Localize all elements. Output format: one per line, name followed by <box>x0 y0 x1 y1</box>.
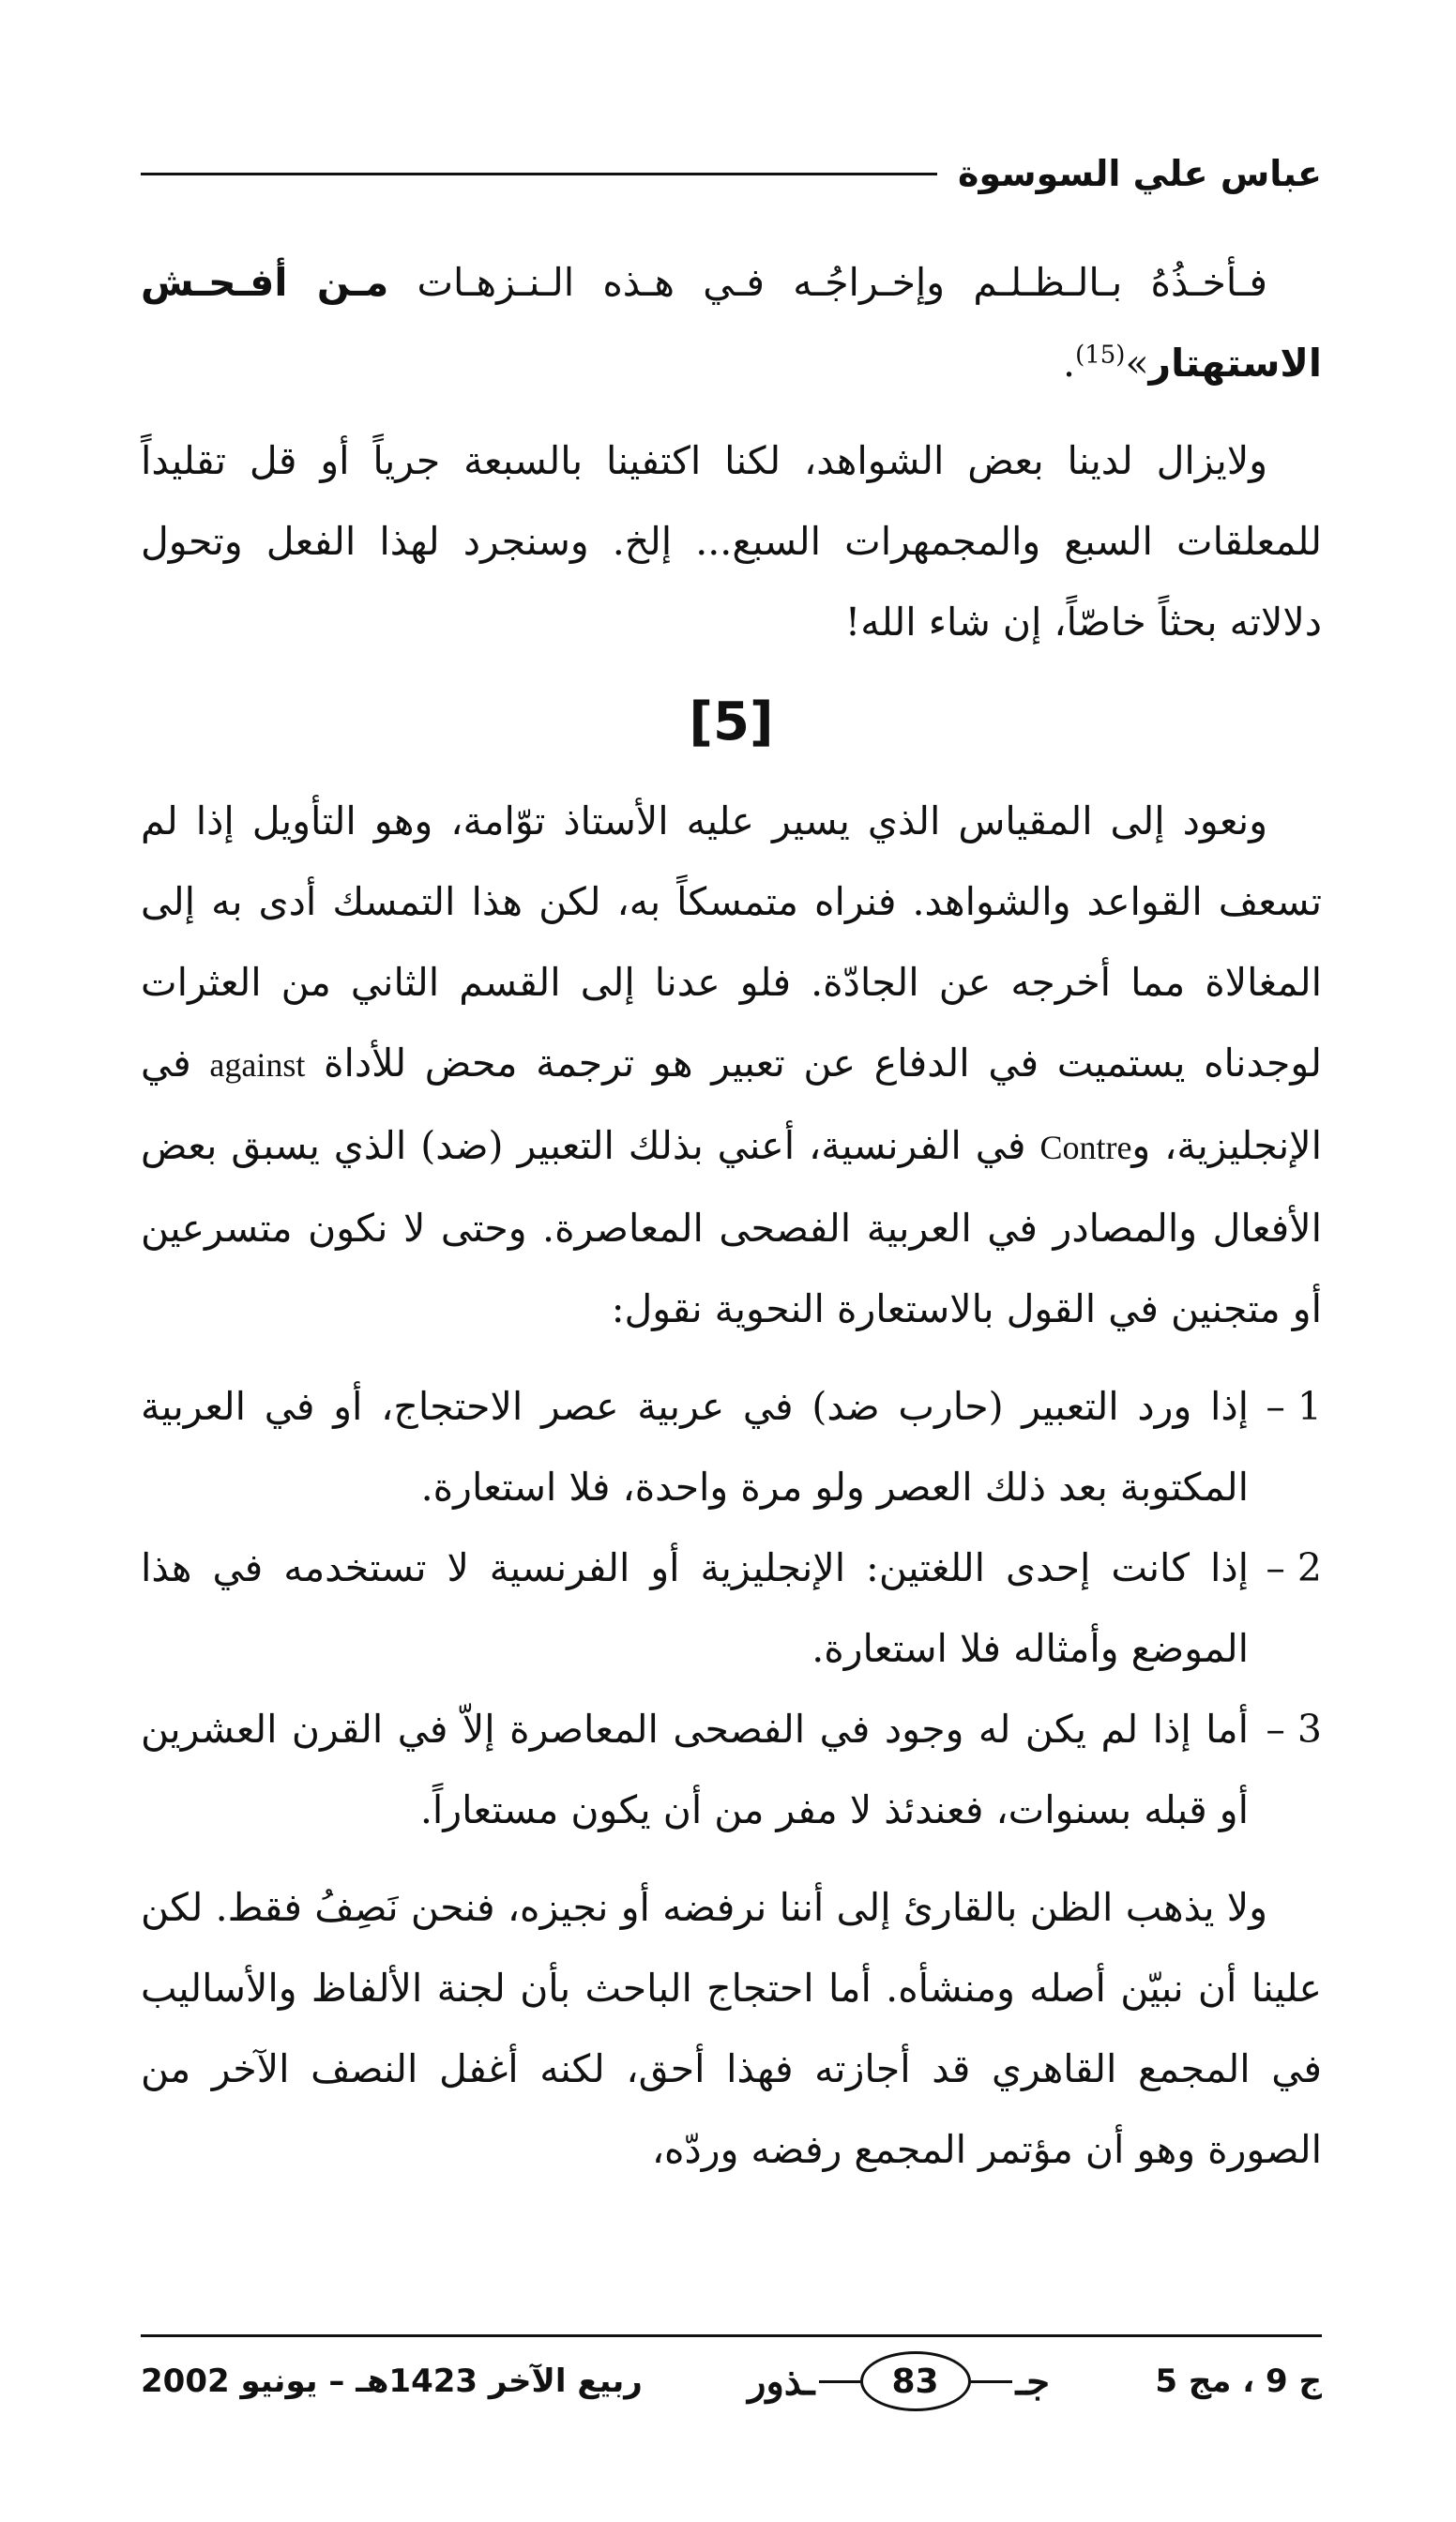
paragraph-3 <box>141 781 1322 1349</box>
footer-volume: ج 9 ، مج 5 <box>1155 2362 1322 2400</box>
page-number-badge <box>860 2351 971 2411</box>
paragraph-2: ولايزال لدينا بعض الشواهد، لكنا اكتفينا بالسبعة جرياً أو قل تقليداً للمعلقات السبع والمجمهرات السبع... إلخ. وسنجرد لهذا الفعل وتحول دلالاته بحثاً خاصّاً، إن شاء الله! <box>141 438 1322 645</box>
header-author: عباس علي السوسوة <box>958 153 1322 194</box>
paragraph-3-part-b: في الإنجليزية، و <box>141 1041 1322 1168</box>
page-footer <box>141 2342 1322 2421</box>
paragraph-1-end: . <box>1063 341 1076 386</box>
list-item-number: 1 – <box>1266 1384 1322 1429</box>
term-against: against <box>209 1046 306 1084</box>
paragraph-1 <box>141 242 1322 403</box>
list-item-text: أما إذا لم يكن له وجود في الفصحى المعاصرة إلاّ في القرن العشرين أو قبله بسنوات، فعندئذ لا مفر من أن يكون مستعاراً. <box>141 1707 1249 1832</box>
body-text <box>141 242 1322 2207</box>
footnote-ref-15: (15) <box>1075 341 1126 370</box>
term-contre: Contre <box>1039 1129 1132 1166</box>
journal-line <box>819 2380 860 2383</box>
list-item-number: 3 – <box>1266 1707 1322 1752</box>
paragraph-3-part-a: ونعود إلى المقياس الذي يسير عليه الأستاذ توّامة، وهو التأويل إذا لم تسعف القواعد والشواهد. فنراه متمسكاً به، لكن هذا التمسك أدى به إلى المغالاة مما أخرجه عن الجادّة. فلو عدنا إلى القسم الثاني من العثرات لوجدناه يستميت في الدفاع عن تعبير هو ترجمة محض للأداة <box>141 798 1322 1086</box>
header-rule <box>141 173 937 175</box>
paragraph-4: ولا يذهب الظن بالقارئ إلى أننا نرفضه أو نجيزه، فنحن نَصِفُ فقط. لكن علينا أن نبيّن أصله ومنشأه. أما احتجاج الباحث بأن لجنة الألفاظ والأساليب في المجمع القاهري قد أجازته فهذا أحق، لكنه أغفل النصف الآخر من الصورة وهو أن مؤتمر المجمع رفضه وردّه، <box>141 1885 1322 2172</box>
paragraph-1-bold-phrase: مـن أفـحـش الاستهتار <box>141 260 1322 386</box>
journal-mark <box>744 2351 1054 2411</box>
list-item <box>141 1527 1322 1689</box>
page-number: 83 <box>891 2362 939 2401</box>
footer-date: ربيع الآخر 1423هـ – يونيو 2002 <box>141 2362 643 2400</box>
journal-name-end: ـذور <box>748 2359 815 2404</box>
list-item <box>141 1366 1322 1527</box>
running-header <box>141 141 1322 206</box>
list-item <box>141 1689 1322 1850</box>
paragraph-1-text: فـأخـذُهُ بـالـظـلـم وإخـراجُـه فـي هـذه الـنـزهـات <box>388 260 1267 305</box>
section-heading: [5] <box>689 691 774 752</box>
paragraph-3-part-c: في الفرنسية، أعني بذلك التعبير (ضد) الذي يسبق بعض الأفعال والمصادر في العربية الفصحى المعاصرة. وحتى لا نكون متسرعين أو متجنين في القول بالاستعارة النحوية نقول: <box>141 1123 1322 1331</box>
footer-rule <box>141 2334 1322 2337</box>
list-item-number: 2 – <box>1266 1545 1322 1590</box>
journal-name-start: جـ <box>1015 2359 1050 2404</box>
closing-quote: » <box>1125 341 1149 386</box>
journal-line <box>971 2380 1012 2383</box>
conditions-list <box>141 1366 1322 1850</box>
list-item-text: إذا كانت إحدى اللغتين: الإنجليزية أو الفرنسية لا تستخدمه في هذا الموضع وأمثاله فلا استعارة. <box>141 1545 1249 1671</box>
list-item-text: إذا ورد التعبير (حارب ضد) في عربية عصر الاحتجاج، أو في العربية المكتوبة بعد ذلك العصر ولو مرة واحدة، فلا استعارة. <box>141 1384 1249 1510</box>
